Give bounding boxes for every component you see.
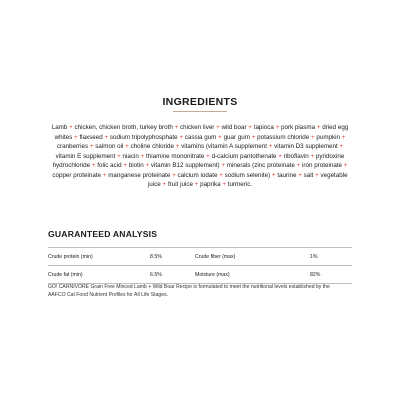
ingredient-separator: + xyxy=(341,133,346,141)
ingredient-separator: + xyxy=(343,162,348,169)
ingredient-item: chicken liver xyxy=(179,124,215,131)
ingredient-item: vegetable juice xyxy=(147,171,348,188)
table-row xyxy=(48,266,352,284)
ingredient-separator: + xyxy=(275,124,280,131)
ingredient-item: niacin xyxy=(122,152,139,160)
analysis-table xyxy=(48,247,352,284)
ingredient-separator: + xyxy=(206,152,210,160)
ingredient-separator: + xyxy=(69,124,73,131)
title-underline xyxy=(173,111,227,112)
ingredient-separator: + xyxy=(117,152,121,160)
analysis-label: Crude fiber (max) xyxy=(195,254,236,260)
ingredient-item: vitamin D3 supplement xyxy=(274,143,338,150)
ingredient-item: dried egg whites xyxy=(54,124,349,141)
ingredient-item: biotin xyxy=(128,162,144,169)
ingredient-item: sodium selenite) xyxy=(224,171,271,179)
ingredient-separator: + xyxy=(316,124,321,131)
ingredient-item: chicken, chicken broth, turkey broth xyxy=(74,124,173,131)
ingredient-separator: + xyxy=(251,133,256,141)
ingredient-item: riboflavin xyxy=(283,152,309,160)
ingredient-item: Lamb xyxy=(51,124,68,131)
ingredient-separator: + xyxy=(219,171,223,179)
ingredient-item: copper proteinate xyxy=(52,171,102,179)
ingredient-separator: + xyxy=(145,162,150,169)
ingredient-item: salmon oil xyxy=(95,143,124,150)
ingredient-separator: + xyxy=(91,162,96,169)
analysis-label: Crude fat (min) xyxy=(48,272,83,278)
analysis-value: 8.5% xyxy=(150,254,162,260)
ingredient-item: calcium iodate xyxy=(177,171,218,179)
analysis-label: Moisture (max) xyxy=(195,272,230,278)
ingredient-separator: + xyxy=(216,124,220,131)
aafco-statement: GO! CARNIVORE Grain Free Minced Lamb + Wild Boar Recipe is formulated to meet the nutritional levels established by the AAFCO Cat Food Nutrient Profiles for All Life Stages. xyxy=(48,284,330,298)
ingredient-separator: + xyxy=(104,133,109,141)
ingredient-item: choline chloride xyxy=(130,143,175,150)
ingredient-item: pork plasma xyxy=(281,124,316,131)
analysis-value: 82% xyxy=(310,272,321,278)
ingredient-item: salt xyxy=(303,171,314,179)
ingredient-separator: + xyxy=(221,162,226,169)
ingredient-item: cranberries xyxy=(56,143,89,150)
ingredient-separator: + xyxy=(123,162,127,169)
ingredient-item: sodium tripolyphosphate xyxy=(109,133,178,141)
ingredient-item: vitamin B12 supplement) xyxy=(150,162,220,169)
ingredient-separator: + xyxy=(296,162,301,169)
ingredients-title: INGREDIENTS xyxy=(162,96,238,108)
ingredient-separator: + xyxy=(268,143,273,150)
ingredient-separator: + xyxy=(218,133,222,141)
ingredient-separator: + xyxy=(102,171,107,179)
ingredient-item: pumpkin xyxy=(316,133,341,141)
ingredient-separator: + xyxy=(278,152,282,160)
ingredient-item: thiamine mononitrate xyxy=(146,152,205,160)
ingredient-item: pyridoxine hydrochloride xyxy=(52,152,345,169)
ingredient-item: potassium chloride xyxy=(257,133,310,141)
ingredient-separator: + xyxy=(175,143,180,150)
ingredient-item: paprika xyxy=(200,181,221,188)
ingredient-item: fruit juice xyxy=(167,181,193,188)
table-row xyxy=(48,247,352,266)
ingredient-item: manganese proteinate xyxy=(108,171,171,179)
ingredient-separator: + xyxy=(162,181,167,188)
ingredient-separator: + xyxy=(125,143,129,150)
ingredient-separator: + xyxy=(74,133,78,141)
ingredient-separator: + xyxy=(315,171,319,179)
ingredients-list xyxy=(48,123,352,190)
ingredient-separator: + xyxy=(271,171,276,179)
ingredient-item: iron proteinate xyxy=(302,162,343,169)
analysis-value: 6.5% xyxy=(150,272,162,278)
ingredient-item: folic acid xyxy=(97,162,122,169)
ingredient-item: taurine xyxy=(277,171,297,179)
ingredient-item: cassia gum xyxy=(184,133,217,141)
ingredient-separator: + xyxy=(172,171,176,179)
ingredient-item: tapioca xyxy=(253,124,274,131)
ingredient-separator: + xyxy=(310,133,315,141)
analysis-title: GUARANTEED ANALYSIS xyxy=(48,229,158,239)
analysis-label: Crude protein (min) xyxy=(48,254,93,260)
ingredient-separator: + xyxy=(222,181,227,188)
ingredient-separator: + xyxy=(298,171,302,179)
ingredient-item: minerals (zinc proteinate xyxy=(226,162,295,169)
ingredient-separator: + xyxy=(310,152,315,160)
ingredient-separator: + xyxy=(89,143,94,150)
ingredient-item: flaxseed xyxy=(79,133,103,141)
ingredient-item: turmeric. xyxy=(227,181,253,188)
ingredient-separator: + xyxy=(339,143,344,150)
ingredient-separator: + xyxy=(174,124,179,131)
ingredient-separator: + xyxy=(194,181,199,188)
ingredient-item: d-calcium pantothenate xyxy=(211,152,277,160)
ingredient-item: wild boar xyxy=(221,124,247,131)
ingredient-separator: + xyxy=(248,124,252,131)
ingredient-separator: + xyxy=(140,152,145,160)
analysis-value: 1% xyxy=(310,254,318,260)
ingredient-item: vitamins (vitamin A supplement xyxy=(181,143,267,150)
ingredient-item: guar gum xyxy=(223,133,250,141)
ingredient-separator: + xyxy=(179,133,184,141)
ingredient-item: vitamin E supplement xyxy=(55,152,116,160)
